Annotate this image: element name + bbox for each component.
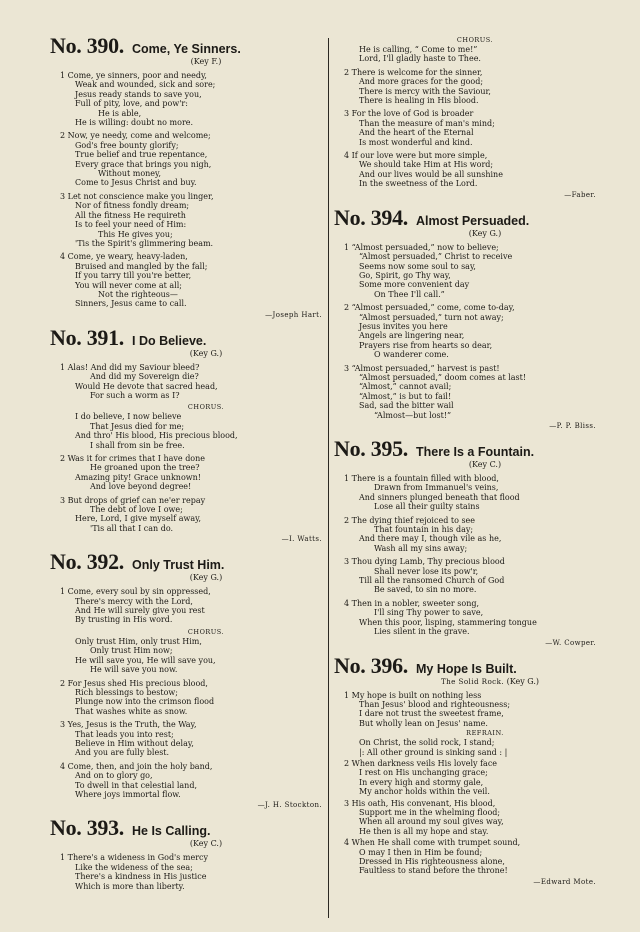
refrain (334, 738, 596, 757)
verse-line: Like the wideness of the sea; (75, 862, 193, 872)
verse-line: Angels are lingering near, (359, 331, 465, 341)
verse-line: O wanderer come. (374, 350, 449, 360)
chorus-label: CHORUS. (187, 627, 225, 636)
verse-line: He is calling, “ Come to me!” (359, 45, 478, 54)
verse-line: 3 Thou dying Lamb, Thy precious blood (344, 557, 505, 567)
verse-line: 1 My hope is built on nothing less (344, 690, 482, 700)
verse-line: 4 If our love were but more simple, (344, 151, 488, 161)
hymn-title: My Hope Is Built. (416, 661, 517, 676)
verse-line: 1 “Almost persuaded,” now to believe; (344, 242, 499, 252)
verse-line: 3 His oath, His convenant, His blood, (344, 798, 496, 808)
verse-line: If you tarry till you're better, (75, 271, 192, 281)
hymn-title: Almost Persuaded. (416, 213, 530, 228)
verse-line: “Almost,” cannot avail; (359, 382, 452, 392)
verse-line: 2 The dying thief rejoiced to see (344, 515, 476, 525)
verse-line: But wholly lean on Jesus' name. (359, 718, 488, 728)
verse-line: To dwell in that celestial land, (75, 780, 197, 790)
verse-line: Be saved, to sin no more. (374, 585, 477, 595)
verse-line: O may I then in Him be found; (359, 847, 483, 857)
hymn-390 (50, 34, 322, 320)
hymn-number: No. 390. (50, 33, 124, 58)
hymn-heading (50, 34, 322, 57)
verse-line: My anchor holds within the veil. (359, 787, 490, 797)
verse-line: The debt of love I owe; (90, 505, 183, 515)
hymn-392 (50, 550, 322, 810)
stanza (334, 474, 596, 512)
hymn-title: He Is Calling. (132, 824, 211, 839)
verse-line: And did my Sovereign die? (90, 372, 199, 382)
hymn-heading (334, 206, 596, 229)
verse-line: Sinners, Jesus came to call. (75, 299, 187, 309)
verse-line: Without money, (98, 169, 162, 179)
verse-line: Drawn from Immanuel's veins, (374, 483, 499, 493)
verse-line: Bruised and mangled by the fall; (75, 261, 208, 271)
stanza (50, 762, 322, 800)
verse-line: 2 There is welcome for the sinner, (344, 67, 483, 77)
stanza (334, 303, 596, 359)
hymn-heading (50, 816, 322, 839)
verse-line: Only trust Him now; (90, 646, 173, 656)
stanza (50, 454, 322, 492)
hymn-396 (334, 654, 596, 887)
verse-line: Go, Spirit, go Thy way, (359, 270, 451, 280)
hymn-heading (334, 654, 596, 677)
stanza (50, 71, 322, 127)
verse-line: Come to Jesus Christ and buy. (75, 178, 197, 188)
hymn-391 (50, 326, 322, 545)
verse-line: And you are fully blest. (75, 748, 170, 758)
verse-line: And thro' His blood, His precious blood, (75, 431, 238, 441)
verse-line: 3 Let not conscience make you linger, (60, 191, 214, 201)
verse-line: 2 Was it for crimes that I have done (60, 454, 206, 463)
verse-line: Nor of fitness fondly dream; (75, 201, 190, 211)
verse-line: He is able, (98, 108, 142, 118)
stanza (50, 720, 322, 758)
verse-line: He groaned upon the tree? (90, 463, 200, 473)
column-divider (328, 38, 329, 918)
verse-line: Lose all their guilty stains (374, 502, 480, 512)
hymn-number: No. 393. (50, 815, 124, 841)
verse-line: There's mercy with the Lord, (75, 596, 193, 606)
hymn-heading (50, 550, 322, 573)
hymn-key: (Key G.) (189, 348, 223, 358)
stanza (50, 853, 322, 891)
verse-line: And the heart of the Eternal (359, 128, 474, 138)
verse-line: There is healing in His blood. (359, 96, 479, 106)
verse-line: I do believe, I now believe (75, 412, 182, 422)
verse-line: Every grace that brings you nigh, (75, 159, 212, 169)
hymn-author: —I. Watts. (281, 535, 322, 544)
verse-line: 1 Come, ye sinners, poor and needy, (60, 71, 207, 80)
hymn-395 (334, 437, 596, 648)
hymn-number: No. 392. (50, 549, 124, 575)
stanza (50, 252, 322, 308)
verse-line: He will save you, He will save you, (75, 655, 216, 665)
verse-line: 4 Come, ye weary, heavy-laden, (60, 252, 188, 262)
verse-line: And on to glory go, (75, 771, 153, 781)
refrain-label: REFRAIN. (466, 729, 504, 738)
chorus (50, 637, 322, 675)
verse-line: And there may I, though vile as he, (359, 534, 502, 544)
verse-line: I dare not trust the sweetest frame, (359, 709, 504, 719)
verse-line: That fountain in his day; (374, 525, 474, 535)
verse-line: When all around my soul gives way, (359, 817, 504, 827)
chorus (50, 412, 322, 450)
verse-line: Full of pity, love, and pow'r: (75, 99, 188, 109)
left-column (50, 34, 322, 891)
verse-line: 3 Yes, Jesus is the Truth, the Way, (60, 720, 197, 730)
verse-line: 1 There is a fountain filled with blood, (344, 474, 499, 483)
verse-line: 2 Now, ye needy, come and welcome; (60, 131, 211, 141)
stanza (334, 759, 596, 797)
verse-line: Jesus invites you here (359, 321, 448, 331)
verse-line: That leads you into rest; (75, 729, 174, 739)
hymn-title: Only Trust Him. (132, 558, 225, 573)
verse-line: 2 “Almost persuaded,” come, come to-day, (344, 303, 515, 313)
verse-line: Lord, I'll gladly haste to Thee. (359, 54, 481, 64)
verse-line: 1 Alas! And did my Saviour bleed? (60, 362, 200, 372)
hymn-heading (50, 326, 322, 349)
verse-line: There's a kindness in His justice (75, 872, 207, 882)
hymn-key: (Key G.) (506, 676, 540, 686)
hymn-author: —Joseph Hart. (265, 310, 322, 319)
verse-line: That washes white as snow. (75, 706, 188, 716)
stanza (50, 587, 322, 625)
verse-line: Where joys immortal flow. (75, 789, 181, 799)
verse-line: You will never come at all; (75, 280, 182, 290)
verse-line: “Almost persuaded,” turn not away; (359, 312, 504, 322)
verse-line: I'll sing Thy power to save, (374, 608, 484, 618)
verse-line: 2 When darkness veils His lovely face (344, 758, 498, 768)
hymn-author: —P. P. Bliss. (549, 422, 596, 430)
verse-line: And love beyond degree! (90, 482, 192, 492)
verse-line: And more graces for the good; (359, 77, 484, 87)
stanza (50, 679, 322, 717)
hymn-number: No. 394. (334, 204, 408, 230)
verse-line: 4 Come, then, and join the holy band, (60, 761, 213, 771)
stanza (50, 131, 322, 187)
verse-line: “Almost persuaded,” Christ to receive (359, 252, 513, 262)
verse-line: In every high and stormy gale, (359, 777, 484, 787)
verse-line: Till all the ransomed Church of God (359, 576, 505, 586)
verse-line: Believe in Him without delay, (75, 738, 194, 748)
hymn-author: —Faber. (564, 190, 596, 199)
verse-line: And sinners plunged beneath that flood (359, 492, 520, 502)
verse-line: True belief and true repentance, (75, 150, 208, 160)
verse-line: On Christ, the solid rock, I stand; (359, 738, 495, 748)
verse-line: Support me in the whelming flood; (359, 807, 501, 817)
verse-line: And He will surely give you rest (75, 606, 205, 616)
verse-line: 3 For the love of God is broader (344, 109, 474, 119)
verse-line: Seems now some soul to say, (359, 261, 476, 271)
stanza (334, 691, 596, 729)
hymn-author: —J. H. Stockton. (257, 801, 322, 810)
hymn-393-continued (334, 36, 596, 200)
verse-line: He is willing: doubt no more. (75, 118, 194, 128)
hymn-number: No. 396. (334, 652, 408, 678)
stanza (334, 516, 596, 554)
verse-line: Is to feel your need of Him: (75, 220, 187, 230)
stanza (334, 151, 596, 189)
verse-line: Than the measure of man's mind; (359, 118, 495, 128)
verse-line: When this poor, lisping, stammering tongue (359, 617, 537, 627)
stanza (50, 363, 322, 401)
verse-line: I shall from sin be free. (90, 440, 185, 450)
verse-line: He then is all my hope and stay. (359, 826, 489, 836)
verse-line: 'Tis the Spirit's glimmering beam. (75, 238, 214, 248)
verse-line: We should take Him at His word; (359, 160, 494, 170)
verse-line: God's free bounty glorify; (75, 140, 179, 150)
chorus-label: CHORUS. (187, 403, 225, 412)
stanza (334, 838, 596, 876)
hymn-title: There Is a Fountain. (416, 445, 535, 459)
verse-line: 2 For Jesus shed His precious blood, (60, 678, 208, 688)
verse-line: In the sweetness of the Lord. (359, 179, 478, 189)
hymn-author: —W. Cowper. (545, 638, 596, 647)
hymn-key: (Key F.) (190, 57, 222, 66)
hymn-number: No. 395. (334, 436, 408, 461)
stanza (50, 496, 322, 534)
verse-line: Amazing pity! Grace unknown! (75, 472, 201, 482)
verse-line: Jesus ready stands to save you, (75, 89, 202, 99)
verse-line: Only trust Him, only trust Him, (75, 636, 202, 646)
stanza (334, 109, 596, 147)
verse-line: 3 “Almost persuaded,” harvest is past! (344, 363, 500, 373)
hymn-key: (Key C.) (468, 460, 502, 469)
verse-line: Weak and wounded, sick and sore; (75, 80, 216, 90)
verse-line: Plunge now into the crimson flood (75, 697, 215, 707)
verse-line: 'Tis all that I can do. (90, 523, 174, 533)
hymn-title: Come, Ye Sinners. (132, 42, 241, 56)
hymn-heading (334, 437, 596, 460)
verse-line: Not the righteous— (98, 289, 178, 299)
verse-line: Sad, sad the bitter wail (359, 401, 454, 411)
hymn-title: I Do Believe. (132, 333, 207, 348)
verse-line: Prayers rise from hearts so dear, (359, 340, 493, 350)
verse-line: Which is more than liberty. (75, 881, 185, 891)
verse-line: That Jesus died for me; (90, 421, 185, 431)
hymn-393 (50, 816, 322, 891)
stanza (334, 799, 596, 837)
verse-line: Is most wonderful and kind. (359, 137, 473, 147)
stanza (334, 364, 596, 420)
verse-line: Would He devote that sacred head, (75, 381, 218, 391)
verse-line: By trusting in His word. (75, 615, 173, 625)
verse-line: Here, Lord, I give myself away, (75, 514, 202, 524)
hymn-394 (334, 206, 596, 431)
verse-line: 4 Then in a nobler, sweeter song, (344, 598, 480, 608)
hymn-subtitle (334, 677, 596, 687)
verse-line: Faultless to stand before the throne! (359, 866, 508, 876)
hymn-key: (Key G.) (468, 228, 502, 238)
verse-line: “Almost,” is but to fail! (359, 391, 452, 401)
verse-line: I rest on His unchanging grace; (359, 768, 488, 778)
verse-line: On Thee I'll call.” (374, 289, 445, 299)
verse-line: Lies silent in the grave. (374, 627, 470, 637)
stanza (334, 557, 596, 595)
chorus (334, 45, 596, 64)
verse-line: Some more convenient day (359, 280, 470, 290)
verse-line: Than Jesus' blood and righteousness; (359, 699, 511, 709)
verse-line: All the fitness He requireth (75, 210, 186, 220)
verse-line: Rich blessings to bestow; (75, 687, 178, 697)
hymn-key: (Key C.) (189, 839, 223, 849)
verse-line: “Almost persuaded,” doom comes at last! (359, 372, 527, 382)
hymn-key: (Key G.) (189, 573, 223, 583)
stanza (334, 68, 596, 106)
stanza (334, 599, 596, 637)
verse-line: Dressed in His righteousness alone, (359, 857, 505, 866)
verse-line: 1 There's a wideness in God's mercy (60, 853, 209, 863)
right-column (334, 36, 596, 887)
hymn-author: —Edward Mote. (533, 877, 596, 886)
verse-line: For such a worm as I? (90, 390, 180, 400)
verse-line: 4 When He shall come with trumpet sound, (344, 838, 521, 848)
verse-line: 1 Come, every soul by sin oppressed, (60, 587, 211, 597)
subtitle-text: The Solid Rock. (440, 676, 505, 686)
stanza (334, 243, 596, 299)
chorus-label: CHORUS. (456, 36, 494, 44)
verse-line: Shall never lose its pow'r, (374, 566, 479, 576)
verse-line: There is mercy with the Saviour, (359, 86, 491, 96)
verse-line: 3 But drops of grief can ne'er repay (60, 495, 206, 505)
verse-line: “Almost—but lost!” (374, 410, 452, 420)
verse-line: He will save you now. (90, 665, 178, 675)
hymn-number: No. 391. (50, 324, 124, 350)
verse-line: Wash all my sins away; (374, 543, 468, 553)
stanza (50, 192, 322, 248)
verse-line: This He gives you; (98, 229, 173, 239)
verse-line: And our lives would be all sunshine (359, 169, 503, 179)
verse-line: |: All other ground is sinking sand : | (359, 747, 508, 757)
